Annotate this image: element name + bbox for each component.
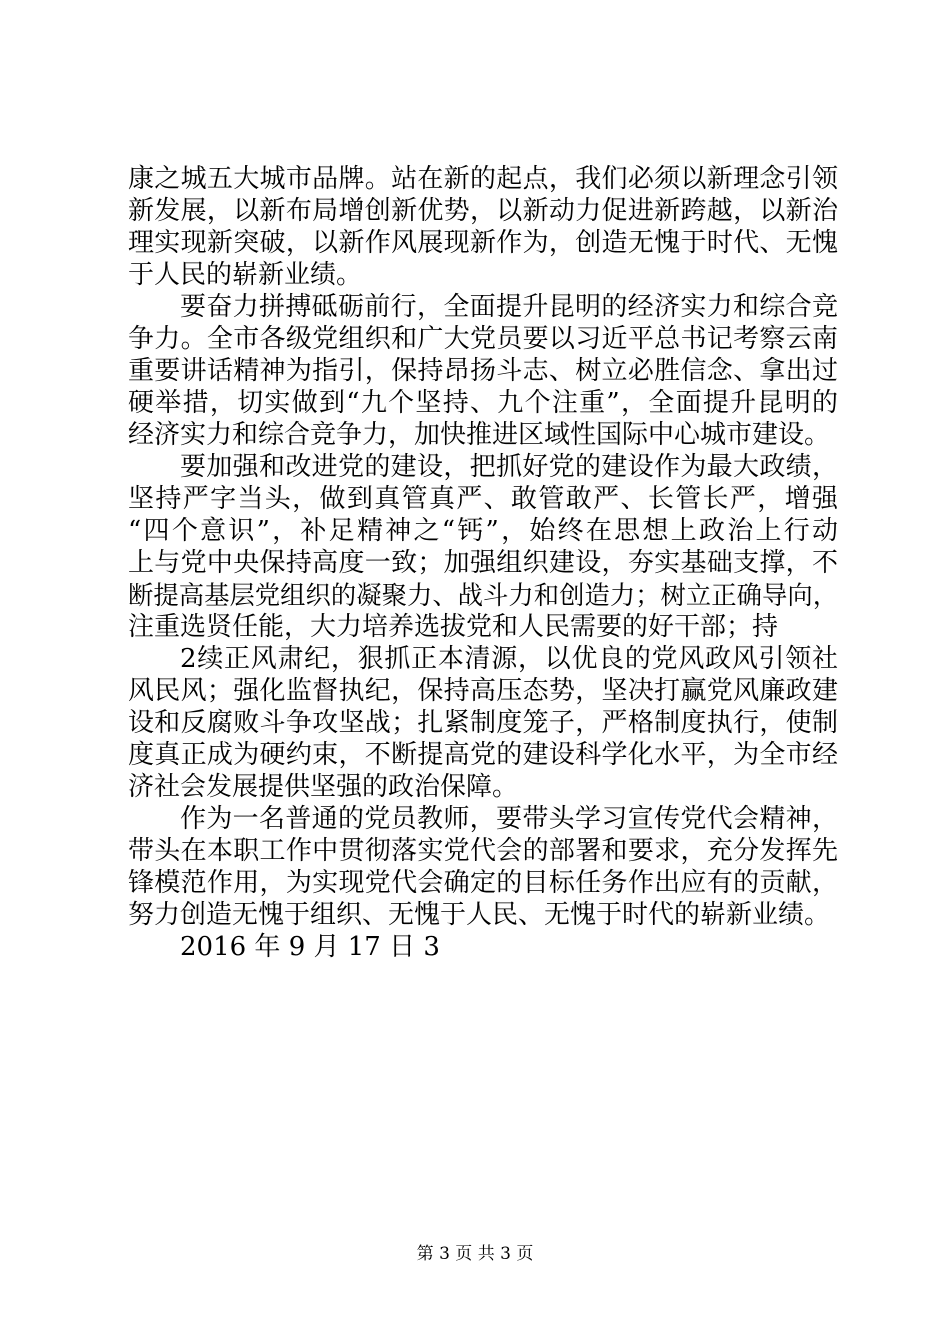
text-line: 新发展，以新布局增创新优势，以新动力促进新跨越，以新治: [128, 196, 838, 226]
text-line: 经济实力和综合竞争力，加快推进区域性国际中心城市建设。: [128, 420, 831, 450]
text-line: 作为一名普通的党员教师，要带头学习宣传党代会精神，: [180, 804, 838, 834]
text-line: 断提高基层党组织的凝聚力、战斗力和创造力；树立正确导向，: [128, 580, 839, 610]
text-line: 硬举措，切实做到“九个坚持、九个注重”，全面提升昆明的: [128, 388, 838, 418]
text-line: “四个意识”，补足精神之“钙”，始终在思想上政治上行动: [128, 516, 838, 546]
text-line: 努力创造无愧于组织、无愧于人民、无愧于时代的崭新业绩。: [128, 900, 831, 930]
text-line: 要奋力拼搏砥砺前行，全面提升昆明的经济实力和综合竞: [180, 292, 838, 322]
text-line: 理实现新突破，以新作风展现新作为，创造无愧于时代、无愧: [128, 228, 838, 258]
text-line: 设和反腐败斗争攻坚战；扎紧制度笼子，严格制度执行，使制: [128, 708, 838, 738]
body-text: [128, 163, 838, 963]
page-footer: 第 3 页 共 3 页: [416, 1244, 534, 1264]
text-line: 济社会发展提供坚强的政治保障。: [128, 772, 519, 802]
text-line: 带头在本职工作中贯彻落实党代会的部署和要求，充分发挥先: [128, 836, 838, 866]
text-line: 2016 年 9 月 17 日 3: [180, 932, 440, 962]
text-line: 重要讲话精神为指引，保持昂扬斗志、树立必胜信念、拿出过: [128, 356, 838, 386]
text-line: 于人民的崭新业绩。: [128, 260, 363, 290]
text-line: 坚持严字当头，做到真管真严、敢管敢严、长管长严，增强: [128, 484, 838, 514]
text-line: 注重选贤任能，大力培养选拔党和人民需要的好干部；持: [128, 612, 779, 642]
text-line: 上与党中央保持高度一致；加强组织建设，夯实基础支撑，不: [128, 548, 838, 578]
text-line: 2续正风肃纪，狠抓正本清源，以优良的党风政风引领社: [180, 644, 838, 674]
text-line: 度真正成为硬约束，不断提高党的建设科学化水平，为全市经: [128, 740, 838, 770]
text-line: 争力。全市各级党组织和广大党员要以习近平总书记考察云南: [128, 324, 838, 354]
text-line: 康之城五大城市品牌。站在新的起点，我们必须以新理念引领: [128, 164, 838, 194]
text-line: 要加强和改进党的建设，把抓好党的建设作为最大政绩，: [180, 452, 838, 482]
text-line: 锋模范作用，为实现党代会确定的目标任务作出应有的贡献，: [128, 868, 838, 898]
text-line: 风民风；强化监督执纪，保持高压态势，坚决打赢党风廉政建: [128, 676, 838, 706]
